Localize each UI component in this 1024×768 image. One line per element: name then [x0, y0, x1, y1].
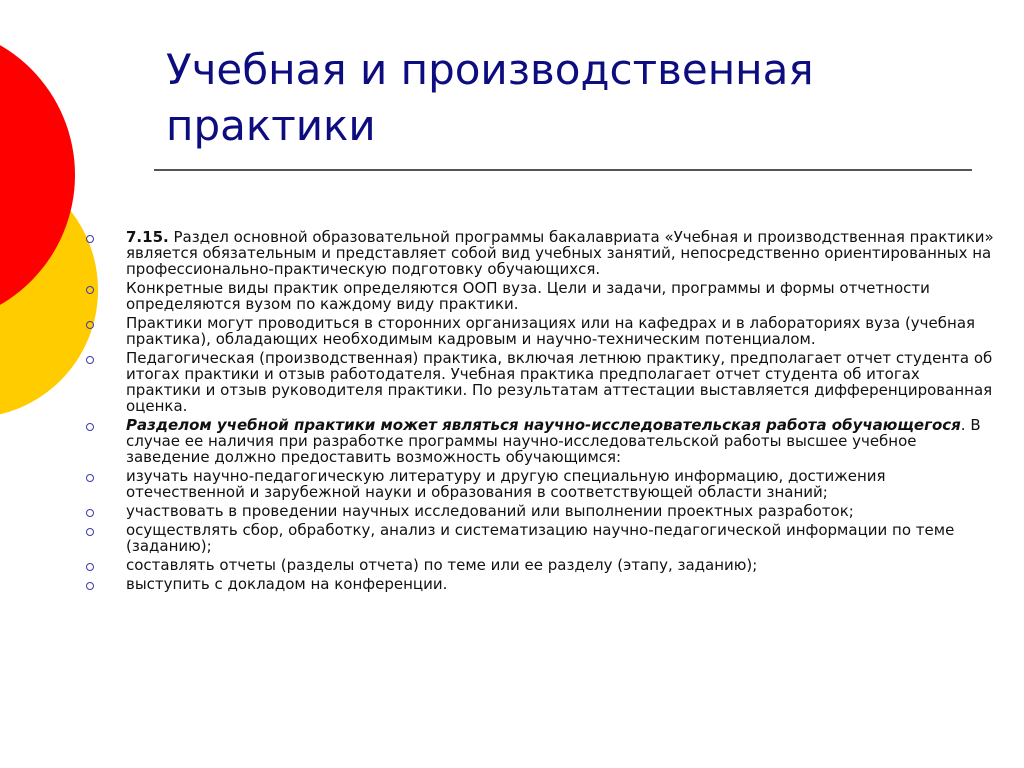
list-item	[84, 280, 994, 312]
list-item	[84, 350, 994, 414]
slide-title-line-2: практики	[166, 101, 376, 150]
item-text: Конкретные виды практик определяются ООП вуза. Цели и задачи, программы и формы отчетности определяются вузом по каждому виду практики.	[126, 279, 930, 313]
circle-bullet-icon	[86, 509, 94, 517]
list-item	[84, 503, 994, 519]
circle-bullet-icon	[86, 582, 94, 590]
slide-title	[166, 42, 986, 154]
list-item	[84, 576, 994, 592]
item-text: Раздел основной образовательной программы бакалавриата «Учебная и производственная практики» является обязательным и представляет собой вид учебных занятий, непосредственно ориентированных на профессионально-практическую подготовку обучающихся.	[126, 228, 994, 278]
slide-title-line-1: Учебная и производственная	[166, 45, 814, 94]
item-text: участвовать в проведении научных исследований или выполнении проектных разработок;	[126, 502, 854, 520]
item-text: изучать научно-педагогическую литературу и другую специальную информацию, достижения отечественной и зарубежной науки и образования в соответствующей области знаний;	[126, 467, 886, 501]
item-text: . В случае ее наличия при разработке программы научно-исследовательской работы высшее учебное заведение должно предоставить возможность обучающимся:	[126, 416, 981, 466]
item-emphasis: Разделом учебной практики может являться научно-исследовательская работа обучающегося	[126, 416, 961, 434]
title-divider	[154, 169, 972, 171]
bullet-list	[84, 229, 994, 595]
circle-bullet-icon	[86, 423, 94, 431]
circle-bullet-icon	[86, 356, 94, 364]
list-item	[84, 229, 994, 277]
list-item	[84, 522, 994, 554]
list-item	[84, 315, 994, 347]
circle-bullet-icon	[86, 286, 94, 294]
list-item	[84, 557, 994, 573]
circle-bullet-icon	[86, 235, 94, 243]
item-text: составлять отчеты (разделы отчета) по теме или ее разделу (этапу, заданию);	[126, 556, 758, 574]
list-item	[84, 468, 994, 500]
list-item	[84, 417, 994, 465]
circle-bullet-icon	[86, 528, 94, 536]
circle-bullet-icon	[86, 321, 94, 329]
item-text: Педагогическая (производственная) практика, включая летнюю практику, предполагает отчет студента об итогах практики и отзыв работодателя. Учебная практика предполагает отчет студента об итогах практики и отзыв руководителя практики. По результатам аттестации выставляется дифференцированная оценка.	[126, 349, 993, 415]
item-text: осуществлять сбор, обработку, анализ и систематизацию научно-педагогической информации по теме (заданию);	[126, 521, 955, 555]
circle-bullet-icon	[86, 474, 94, 482]
item-number: 7.15.	[126, 228, 169, 246]
item-text: выступить с докладом на конференции.	[126, 575, 448, 593]
item-text: Практики могут проводиться в сторонних организациях или на кафедрах и в лабораториях вуза (учебная практика), обладающих необходимым кадровым и научно-техническим потенциалом.	[126, 314, 976, 348]
circle-bullet-icon	[86, 563, 94, 571]
